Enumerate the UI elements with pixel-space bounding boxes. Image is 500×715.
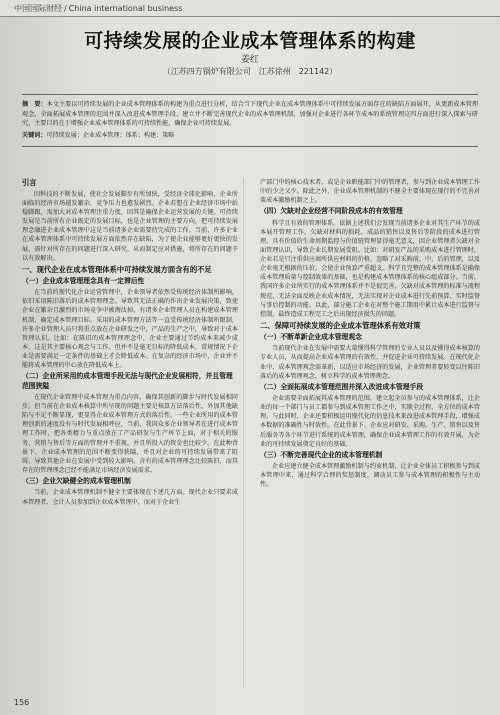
right-column — [260, 178, 480, 693]
left-column — [22, 178, 238, 693]
abstract-text: 本文主要以可持续发展的企业成本管理体系的构建为重点进行分析，结合当下现代企业在成本管理体系中可持续发展方面存在的缺陷方面展开，从更新成本管理观念、全面拓展成本管理的范围并深入改进成本管理手段、建立并不断完善现代企业的成本管理机制、加强对企业进行各环节成本的系统管理这四方面进行深入探索与研究，主要目的在于增强企业成本管理体系的可持续性能，确保企业可持续发展。 — [22, 101, 479, 127]
journal-name: 中国国际财经 / China international business — [14, 4, 183, 13]
intro-paragraph: 因科技的不断发展，使社会发展脚步有所加快，受经济全球化影响，企业所面临的经济市场越发繁杂，竞争压力也愈发剧烈。企业若想在企业经济市场中站稳脚跟，需加大对成本管理注重力度，因其是确保企业运营发展的关键。可持续发展是当前所有企业既定的发展目标，也是企业管理的主要方向，把可持续发展理念融进企业成本管理中这是当前诸多企业需要待完成的工作。当前，许多企业在成本管理体系中可持续发展方面依然存在缺陷，为了使企业能够更好更快的发展，需针对所存在的问题进行深入研究，从而制定应对措施，将所存在的问题予以有效解决。 — [22, 191, 238, 262]
abstract-label: 摘 要： — [22, 101, 47, 108]
section-1-heading: 一、现代企业在成本管理体系中可持续发展方面含有的不足 — [22, 264, 212, 274]
continued-paragraph: 产部门中的核心技术者，或是企业职能部门中的管理者，参与到企业成本管理工作中的少之又少。除此之外，企业成本管理机制的不健全主要体现在现行的不完善对策成本激励机制之上。 — [260, 179, 480, 205]
subsection-2-1-heading: （一）不断革新企业成本管理观念 — [260, 332, 362, 341]
column-divider — [243, 178, 244, 688]
subsection-2-2-heading: （二）全面拓展成本管理范围并深入改进成本管理手段 — [260, 382, 424, 391]
subsection-1-3-heading: （三）企业欠缺健全的成本管理机制 — [22, 476, 131, 485]
subsection-2-3-heading: （三）不断完善现代企业的成本管理机制 — [260, 450, 383, 459]
subsection-2-2-paragraph: 企业需要全面拓展其成本管理的范围，建立起全员参与的成本管理体系，让企业的每一个部门与员工都参与到成本管理工作之中，实现全过程、全方位的成本管理。与此同时，企业还要积极运用现代化的信息技术来改进成本管理手段，增强成本数据的准确性与时效性。在此背景下，企业应对研发、采购、生产、销售以及售后服务等各个环节进行系统的成本管理，确保企业成本管理工作的有效开展，为企业的可持续发展奠定良好的基础。 — [260, 395, 480, 448]
journal-name-en: China international business — [68, 4, 183, 13]
article-author: 姜红 — [240, 55, 259, 65]
article-affiliation: （江苏四方锅炉有限公司 江苏徐州 221142） — [162, 67, 338, 76]
subsection-1-3-paragraph: 当前，企业成本管理机制不健全主要体现在下述几方面。现代企业只要求成本管理者、会计人员参加到企业成本管理中，而对于企业生 — [22, 489, 238, 506]
running-header — [0, 0, 500, 17]
section-2-heading: 二、保障可持续发展的企业成本管理体系有效对策 — [260, 320, 421, 330]
page-number: 156 — [14, 698, 30, 707]
subsection-1-4-paragraph: 科学且有效的管理体系。依据上述我们会发现当前诸多企业对其生产环节的成本展开管理工作，欠缺对材料的损耗、成品的销售以及售后等阶段的成本进行管理。具有价值的生命周期监控与价值链管理显得毫无意义，因企业管理者欠缺对全面管理认识，导致企业长期发展受阻。比如：对研发产品的采购成本进行管理时，企业若是只注重供应商所供应材料的价格，忽略了对采购前、中、后的管理，以及企业毫无根据的压价，会使企业预算严重超支。科学且完整的成本管理体系是确保成本管理质量与控制效果的基础，也是构建成本管理体系的核心组成部分。当前，我国许多企业所实行的成本管理体系并不是很完善，欠缺对成本管理的标准与流程规范，无法全面反映企业成本情况，无法实现对企业成本进行先前预算、实时监督与事后控制的功能。以此，部分施工企业在对整个施工期用中累计成本进行监督与控制，最终造成工程完工之后出现经济损失的问题。 — [260, 219, 480, 318]
subsection-1-2-paragraph: 在现代企业管理中成本管理为重点内容，确保其创新的脚步与时代发展相同步。但当前在企业成本核算中所呈现的问题主要是核算方法落后性，外加其他缺陷与不足不断显现，更显得企业成本管理方式的落后性。一些企业所用的成本管理创新的速度没有与时代发展相呼应，当前，我国众多企业领导者在进行成本管理工作时，把各类精力与重点放在了产品研发与生产环节上面，对于相关的服务、营销与售后等方面的管理并不重视，并且所投入的资金也比较少。在此种背景下，企业成本管理的范围不断变得狭隘，并且对企业的可持续发展带来了阻碍，导致其他企业在发展中受到较大影响。含有的成本管理理念比较陈旧，而其存在的管理理念已经不能满足市场经济发展需求。 — [22, 394, 238, 474]
subsection-1-1-paragraph: 在当前的现代化企业运营管理中，企业领导者依然受传统经济体制所影响，依旧采用陈旧落后的成本管理理念。导致其无法正确的作出企业发展决策，致使企业在繁杂且激烈的市场竞争中被淘汰掉。有诸多企业管理人员在构建成本管理机制、确定成本管理目标。采用的成本管理方法等一直受传统经济体制所限制，许多企业管理人员只将重点放在企业研发之中，产品的生产之中，导致对于成本管理认识。比如：在陈旧的成本管理理念中，企业主要通过节约成本来减少成本，这是其主要核心观念与工作。但并不是毫无目标的降低成本，常规情况下企业是需要满足一定条件的基础上才会降低成本。在复杂的经济市场中，企业并不能将成本管理的中心放在降低成本上。 — [22, 289, 238, 369]
abstract-block — [22, 94, 478, 147]
subsection-1-2-heading: （二）企业所采用的成本管理手段无法与现代企业发展相符，并且管理范围狭隘 — [22, 372, 233, 390]
keywords — [22, 131, 478, 140]
intro-heading: 引言 — [22, 178, 37, 187]
journal-name-cn: 中国国际财经 — [14, 4, 62, 13]
keywords-text: 可持续发展；企业成本管理；体系；构建；策略 — [46, 131, 175, 139]
abstract — [22, 100, 478, 129]
keywords-label: 关键词： — [22, 131, 47, 139]
article-title: 可持续发展的企业成本管理体系的构建 — [84, 30, 416, 52]
subsection-2-3-paragraph: 企业应建立健全成本管理激励机制与约束机制，让企业全体员工积极参与到成本管理中来，通过科学合理的奖惩制度，调动员工参与成本管理的积极性与主动性。 — [260, 463, 480, 489]
subsection-2-1-paragraph: 当前现代企业在发展中需要大量懂得科学管理的专业人员以及懂得成本核算的专业人员，从而提高企业成本管理的有效性，并促进企业可持续发展。在现代化企业中，成本管理观念需革新，以适应市场经济的发展，企业管理者要转变以往陈旧落后的成本管理观念，树立科学的成本管理理念。 — [260, 345, 480, 380]
subsection-1-1-heading: （一）企业成本管理理念具有一定滞后性 — [22, 276, 145, 285]
subsection-1-4-heading: （四）欠缺对企业经营不同阶段成本的有效管理 — [260, 207, 403, 216]
